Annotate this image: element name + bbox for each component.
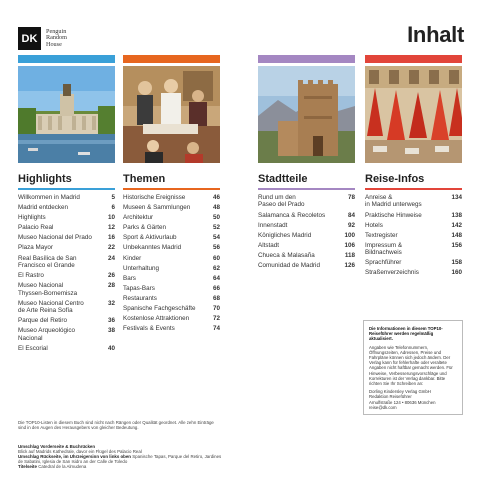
toc-entry[interactable]: Historische Ereignisse 46	[123, 194, 220, 201]
toc-list	[258, 194, 355, 269]
toc-entry[interactable]: Parque del Retiro 36	[18, 317, 115, 325]
toc-entry[interactable]: Kinder 60	[123, 254, 220, 262]
toc-entry[interactable]: Impressum & Bildnachweis 156	[365, 241, 462, 257]
toc-list	[123, 194, 220, 333]
section-color-bar	[258, 55, 355, 63]
toc-entry[interactable]: Innenstadt 92	[258, 221, 355, 229]
toc-entry[interactable]: Museo Nacional Thyssen-Bornemisza 28	[18, 282, 115, 297]
publisher-line: Penguin	[46, 27, 67, 35]
top10-note: Die TOP10-Listen in diesem Buch sind nicht nach Rängen oder Qualität geordnet. Alle zehn Einträge sind in den Augen des Herausgebers von gleicher Bedeutung.	[18, 420, 214, 431]
section-title: Highlights	[18, 173, 115, 190]
section-color-bar	[365, 55, 462, 63]
toc-entry[interactable]: Altstadt 106	[258, 241, 355, 249]
toc-entry[interactable]: Kostenlose Attraktionen 72	[123, 315, 220, 323]
toc-entry[interactable]: Museo Nacional del Prado 16	[18, 234, 115, 242]
toc-entry[interactable]: Königliches Madrid 100	[258, 231, 355, 239]
toc-entry[interactable]: Rund um den Paseo del Prado 78	[258, 194, 355, 209]
toc-entry[interactable]: Textregister 148	[365, 231, 462, 239]
toc-entry[interactable]: El Rastro 26	[18, 272, 115, 280]
toc-entry[interactable]: Museo Arqueológico Nacional 38	[18, 327, 115, 342]
infobox-headline: Die Informationen in diesem TOP10-Reiseführer werden regelmäßig aktualisiert.	[369, 326, 443, 342]
publisher-line: Random	[46, 34, 67, 42]
toc-entry[interactable]: Plaza Mayor 22	[18, 244, 115, 252]
toc-entry[interactable]: Museo Nacional Centro de Arte Reina Sofía 32	[18, 299, 115, 315]
toc-entry[interactable]: Restaurants 68	[123, 294, 220, 302]
title-page-label: Titelseite	[18, 464, 37, 470]
toc-entry[interactable]: Willkommen in Madrid 5	[18, 194, 115, 201]
toc-entry[interactable]: Palacio Real 12	[18, 224, 115, 232]
cover-front-label: Umschlag Vorderseite & Buchrücken	[18, 444, 96, 449]
toc-entry[interactable]: Salamanca & Recoletos 84	[258, 211, 355, 219]
toc-entry[interactable]: Chueca & Malasaña 118	[258, 251, 355, 259]
cover-credits	[18, 444, 223, 469]
photo-castle-tower	[258, 66, 355, 163]
infobox-body: Angaben wie Telefonnummern, Öffnungszeiten, Adressen, Preise und Fahrpläne können sich jedoch ändern. Der Verlag kann für fehlerhafte oder veraltete Angaben nicht haftbar gemacht werden. Für Hinweise, Verbesserungsvorschläge und Korrekturen ist der Verlag dankbar. Bitte richten Sie Ihr Schreiben an:	[369, 344, 453, 387]
toc-entry[interactable]: Unterhaltung 62	[123, 264, 220, 272]
section-title: Themen	[123, 173, 220, 190]
toc-entry[interactable]: Parks & Gärten 52	[123, 224, 220, 232]
section-title: Stadtteile	[258, 173, 355, 190]
section-color-bar	[123, 55, 220, 63]
update-info-box	[363, 320, 463, 415]
publisher-name	[46, 29, 67, 49]
toc-entry[interactable]: Architektur 50	[123, 214, 220, 222]
section-themen	[123, 55, 220, 335]
toc-entry[interactable]: Unbekanntes Madrid 56	[123, 244, 220, 252]
cover-back-label: Umschlag Rückseite, im Uhrzeigersinn von links oben	[18, 454, 131, 460]
toc-entry[interactable]: Sprachführer 158	[365, 259, 462, 267]
title-page-text: Catedral de la Almudena	[38, 464, 87, 470]
toc-list	[365, 194, 462, 277]
toc-entry[interactable]: El Escorial 40	[18, 344, 115, 352]
publisher-logo	[18, 27, 67, 50]
toc-entry[interactable]: Anreise & in Madrid unterwegs 134	[365, 194, 462, 209]
dk-logo-box: DK	[18, 27, 41, 50]
toc-entry[interactable]: Comunidad de Madrid 126	[258, 261, 355, 269]
infobox-address: Dorling Kindersley Verlag GmbH Redaktion Reiseführer Arnulfstraße 124 • 80636 München reise@dk.com	[369, 389, 436, 410]
section-highlights	[18, 55, 115, 355]
cover-back-text: Spanische Tapas, Parque del Retiro, Jardines de Sabatini, Iglesia de San Isidro an der Calle de Toledo	[18, 454, 222, 465]
toc-entry[interactable]: Tapas-Bars 66	[123, 284, 220, 292]
toc-entry[interactable]: Hotels 142	[365, 221, 462, 229]
toc-entry[interactable]: Bars 64	[123, 274, 220, 282]
toc-list	[18, 194, 115, 352]
cover-front-text: Blick auf Madrids Kathedrale, davor ein Flügel des Palacio Real	[18, 449, 142, 455]
section-title: Reise-Infos	[365, 173, 462, 190]
publisher-line: House	[46, 40, 62, 48]
section-reiseinfos	[365, 55, 462, 279]
toc-entry[interactable]: Real Basílica de San Francisco el Grande 24	[18, 254, 115, 269]
section-stadtteile	[258, 55, 355, 272]
toc-entry[interactable]: Praktische Hinweise 138	[365, 211, 462, 219]
photo-cafe-umbrellas	[365, 66, 462, 163]
section-color-bar	[18, 55, 115, 63]
toc-entry[interactable]: Festivals & Events 74	[123, 325, 220, 333]
toc-entry[interactable]: Museen & Sammlungen 48	[123, 204, 220, 212]
toc-entry[interactable]: Straßenverzeichnis 160	[365, 269, 462, 277]
photo-retiro-monument	[18, 66, 115, 163]
page-title: Inhalt	[407, 22, 464, 47]
toc-entry[interactable]: Madrid entdecken 6	[18, 204, 115, 212]
toc-entry[interactable]: Spanische Fachgeschäfte 70	[123, 305, 220, 313]
toc-entry[interactable]: Sport & Aktivurlaub 54	[123, 234, 220, 242]
photo-painting-cafe-scene	[123, 66, 220, 163]
toc-entry[interactable]: Highlights 10	[18, 214, 115, 222]
